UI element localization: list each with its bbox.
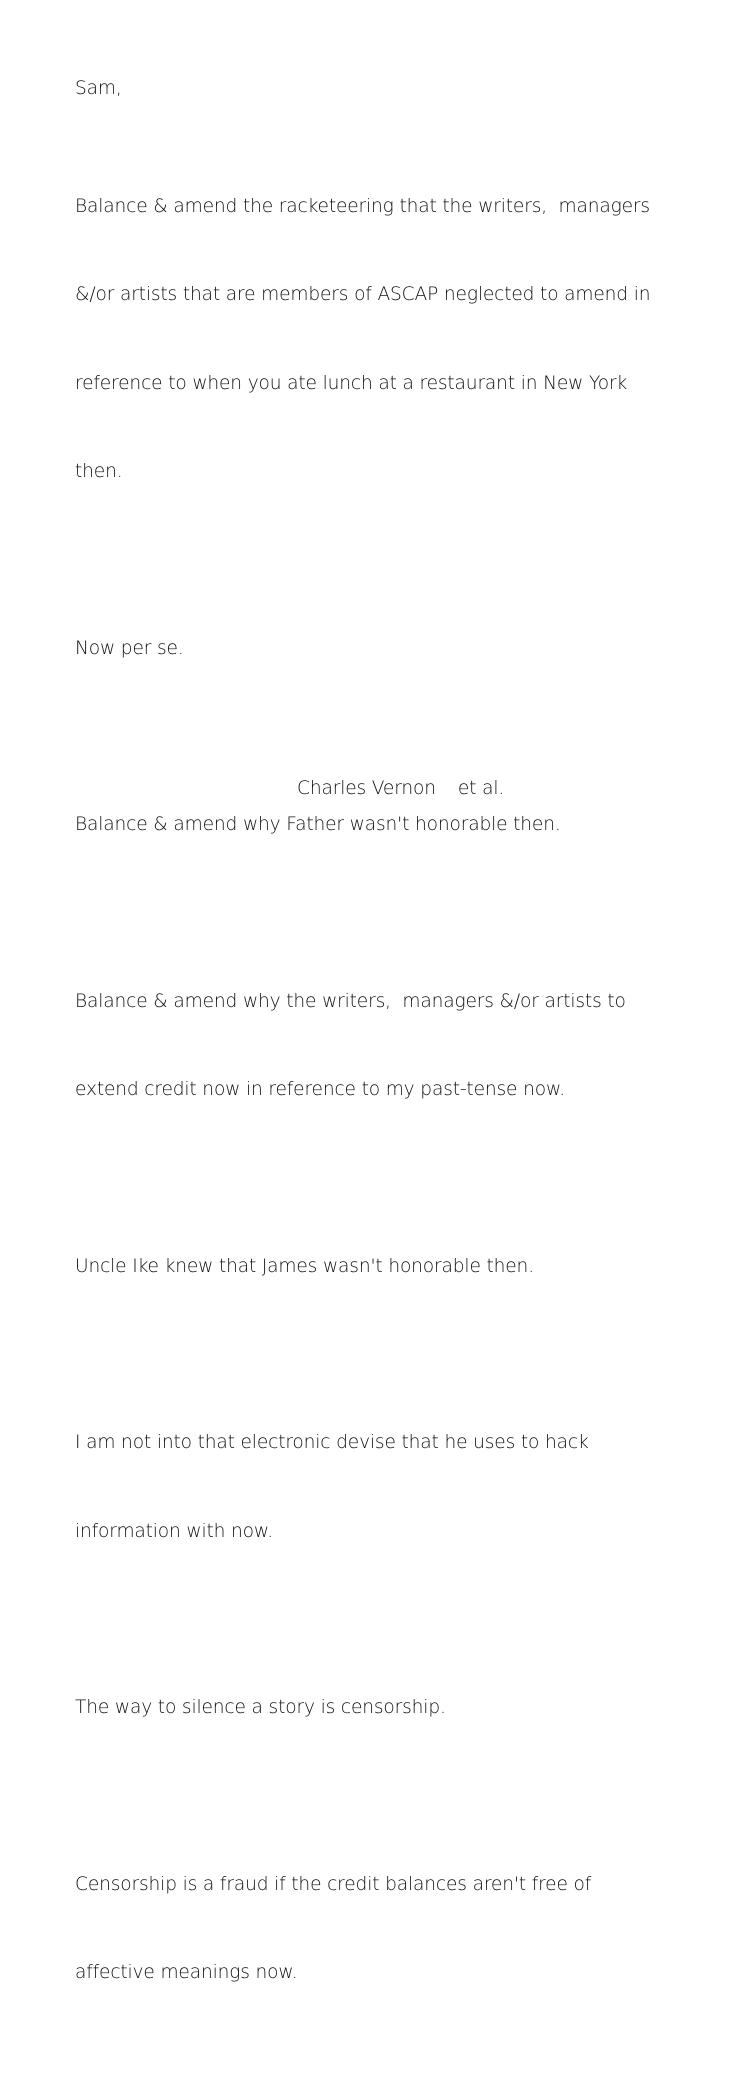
paragraph-6: [75, 1369, 675, 1605]
letter-body: [75, 74, 675, 2076]
paragraph-line: Censorship is a fraud if the credit balances aren't free of: [75, 1873, 592, 1895]
signature: [297, 774, 504, 804]
signature-suffix: et al.: [457, 778, 505, 799]
paragraph-line: then.: [75, 461, 123, 482]
paragraph-line: Uncle Ike knew that James wasn't honorable then.: [75, 1255, 534, 1277]
paragraph-4: [75, 928, 675, 1164]
paragraph-2: [75, 575, 675, 723]
salutation: Sam,: [75, 78, 122, 99]
paragraph-line: extend credit now in reference to my past-tense now.: [75, 1079, 566, 1100]
paragraph-5: [75, 1193, 675, 1341]
paragraph-line: Balance & amend the racketeering that the writers, managers: [75, 195, 650, 217]
paragraph-line: The way to silence a story is censorship.: [75, 1697, 446, 1718]
paragraph-8: [75, 1811, 675, 2047]
paragraph-line: affective meanings now.: [75, 1962, 298, 1983]
paragraph-line: reference to when you ate lunch at a restaurant in New York: [75, 372, 628, 394]
paragraph-line: I am not into that electronic devise that he uses to hack: [75, 1432, 589, 1453]
paragraph-line: &/or artists that are members of ASCAP neglected to amend in: [75, 284, 651, 305]
paragraph-7: [75, 1634, 675, 1782]
paragraph-1: [75, 133, 675, 546]
paragraph-line: information with now.: [75, 1520, 274, 1542]
paragraph-line: Balance & amend why the writers, managers &/or artists to: [75, 990, 626, 1012]
signature-name: Charles Vernon: [297, 778, 436, 799]
paragraph-line: Balance & amend why Father wasn't honorable then.: [75, 814, 561, 835]
paragraph-line: Now per se.: [75, 637, 184, 659]
